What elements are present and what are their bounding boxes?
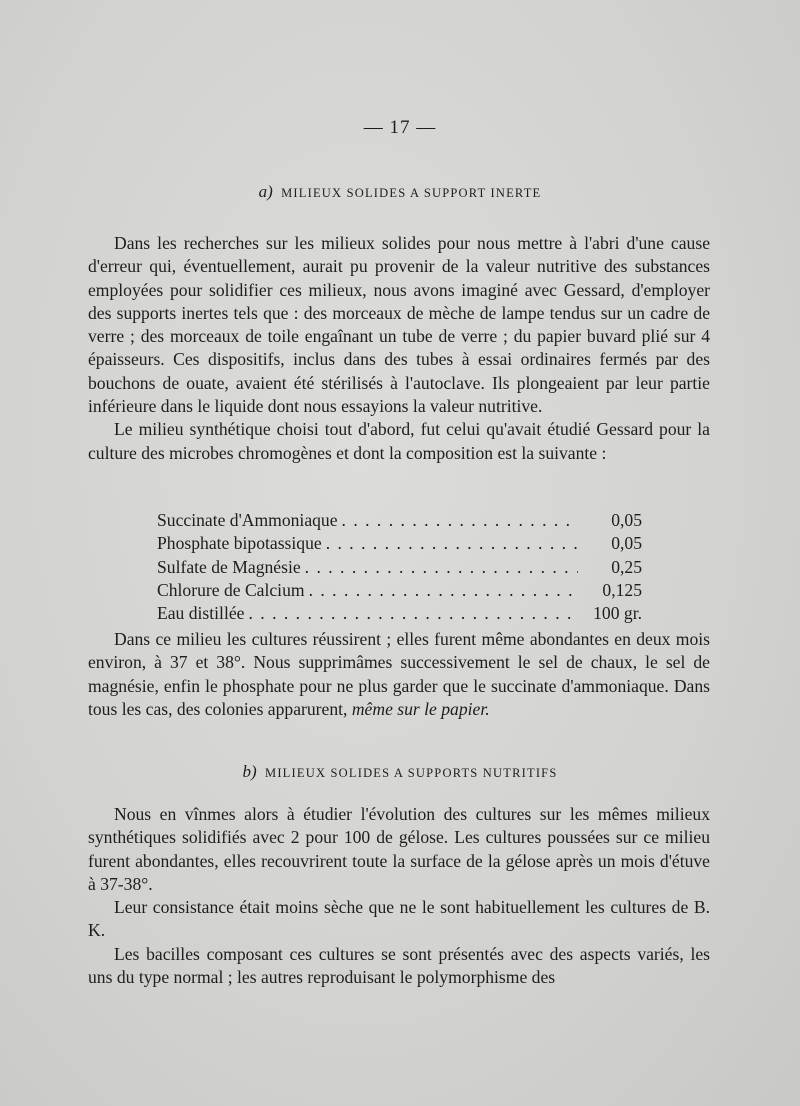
ingredient-name: Succinate d'Ammoniaque — [157, 510, 338, 530]
dot-leader — [305, 556, 578, 579]
ingredient-name: Sulfate de Magnésie — [157, 556, 301, 577]
page-number: — 17 — — [363, 117, 437, 138]
paragraph: Nous en vînmes alors à étudier l'évolution des cultures sur les mêmes milieux synthétiques solidifiés avec 2 pour 100 de gélose. Les cultures poussées sur ce milieu furent abondantes, elles recouvrirent toute la surface de la gélose après un mois d'étuve à 37-38°. — [88, 804, 710, 894]
ingredient-quantity: 0,05 — [611, 533, 642, 554]
paragraph-text: Dans ce milieu les cultures réussirent ; elles furent même abondantes en deux mois environ, à 37 et 38°. Nous supprimâmes successivement le sel de chaux, le sel de magnésie, enfin le phosphate pour ne plus garder que le succinate d'ammoniaque. Dans tous les cas, des colonies apparurent, — [88, 629, 710, 719]
section-letter: a) — [258, 182, 273, 201]
ingredient-name: Chlorure de Calcium — [157, 579, 305, 600]
paragraph: Leur consistance était moins sèche que ne le sont habituellement les cultures de B. K. — [88, 897, 710, 941]
ingredient-name: Phosphate bipotassique — [157, 533, 322, 554]
composition-table — [157, 509, 642, 625]
section-heading-b — [0, 762, 800, 782]
section-heading-a — [0, 182, 800, 202]
paragraph — [88, 628, 710, 721]
paragraph: Les bacilles composant ces cultures se sont présentés avec des aspects variés, les uns du type normal ; les autres reproduisant le polymorphisme des — [88, 943, 710, 988]
dot-leader — [248, 602, 578, 625]
composition-row — [157, 509, 642, 532]
section-b-body — [88, 803, 710, 989]
section-a-body — [88, 232, 710, 465]
paragraph: Dans les recherches sur les milieux solides pour nous mettre à l'abri d'une cause d'erreur qui, éventuellement, aurait pu provenir de la valeur nutritive des substances employées pour solidifier ces milieux, nous avons imaginé avec Gessard, d'employer des supports inertes tels que : des morceaux de mèche de lampe tendus sur un cadre de verre ; des morceaux de toile engaînant un tube de verre ; du papier buvard plié sur 4 épaisseurs. Ces dispositifs, inclus dans des tubes à essai ordinaires fermés par des bouchons de ouate, avaient été stérilisés à l'autoclave. Ils plongeaient par leur partie inférieure dans le liquide dont nous essayions la valeur nutritive. — [88, 233, 710, 417]
section-letter: b) — [242, 762, 257, 781]
composition-row — [157, 532, 642, 555]
dot-leader — [342, 509, 578, 532]
paragraph: Le milieu synthétique choisi tout d'abord, fut celui qu'avait étudié Gessard pour la culture des microbes chromogènes et dont la composition est la suivante : — [88, 419, 710, 463]
dot-leader — [326, 532, 578, 555]
section-title: MILIEUX SOLIDES A SUPPORT INERTE — [281, 186, 542, 200]
ingredient-quantity: 0,25 — [611, 556, 642, 577]
section-title: MILIEUX SOLIDES A SUPPORTS NUTRITIFS — [265, 766, 558, 780]
composition-row — [157, 579, 642, 602]
composition-row — [157, 556, 642, 579]
ingredient-quantity: 0,125 — [602, 579, 642, 600]
dot-leader — [309, 579, 578, 602]
ingredient-quantity: 0,05 — [611, 510, 642, 530]
ingredient-name: Eau distillée — [157, 603, 245, 624]
ingredient-quantity: 100 gr. — [593, 603, 642, 624]
section-a-conclusion — [88, 628, 710, 721]
composition-row — [157, 602, 642, 625]
italic-emphasis: même sur le papier. — [351, 698, 490, 719]
